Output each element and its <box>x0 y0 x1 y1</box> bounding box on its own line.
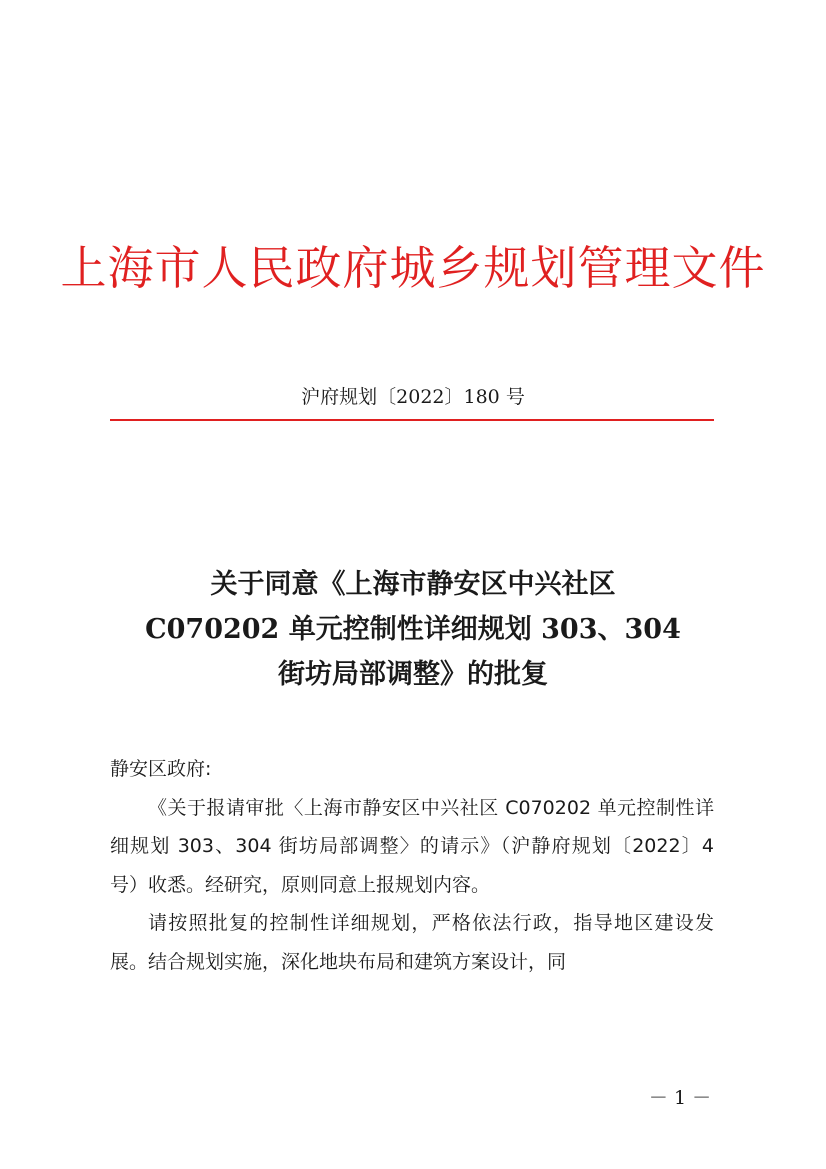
masthead-title: 上海市人民政府城乡规划管理文件 <box>60 241 766 295</box>
document-title <box>80 562 746 697</box>
body-paragraph: 《关于报请审批〈上海市静安区中兴社区 C070202 单元控制性详细规划 303、304 街坊局部调整〉的请示》（沪静府规划〔2022〕4 号）收悉。经研究，原则同意上报规划内容。 <box>110 796 714 896</box>
salutation: 静安区政府: <box>110 758 212 780</box>
document-title-line: 关于同意《上海市静安区中兴社区 <box>210 569 616 600</box>
document-body <box>110 750 714 981</box>
document-title-line: 街坊局部调整》的批复 <box>278 659 548 690</box>
body-paragraph: 请按照批复的控制性详细规划，严格依法行政，指导地区建设发展。结合规划实施，深化地块布局和建筑方案设计，同 <box>110 912 714 973</box>
document-number: 沪府规划〔2022〕180 号 <box>301 386 525 408</box>
page-number: － 1 － <box>648 1087 712 1109</box>
red-divider-line <box>110 419 714 421</box>
document-title-line: C070202 单元控制性详细规划 303、304 <box>145 614 681 645</box>
